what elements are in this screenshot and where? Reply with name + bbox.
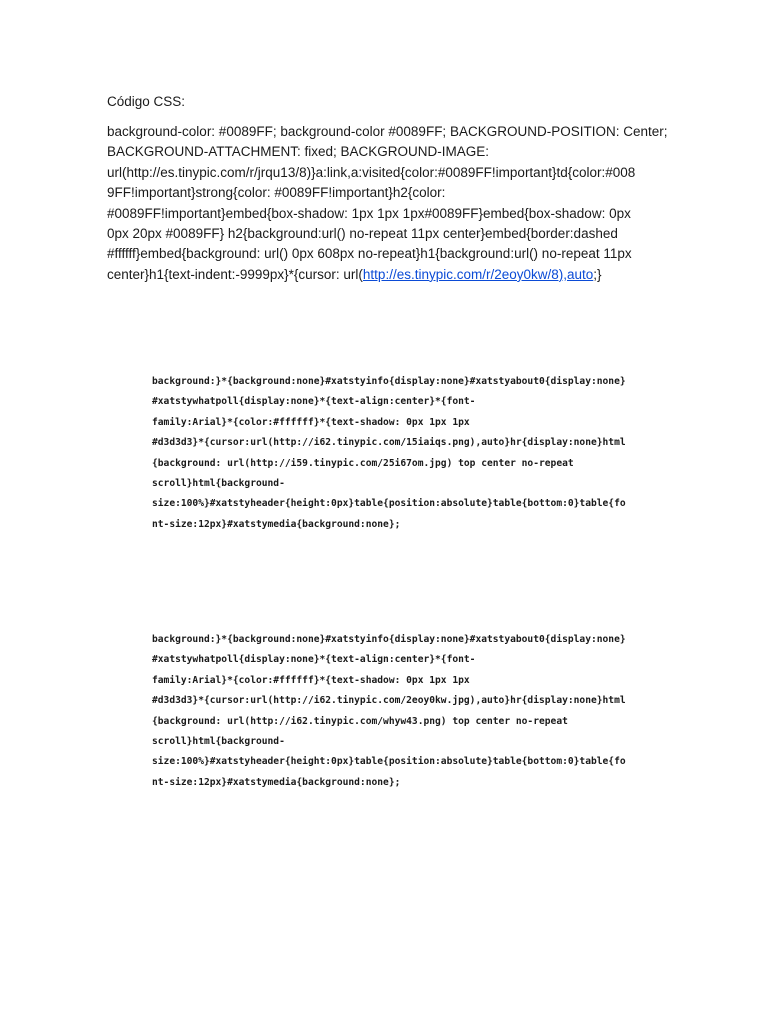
paragraph-last-line — [107, 265, 667, 285]
css-code-paragraph — [107, 122, 667, 285]
tinypic-link[interactable]: http://es.tinypic.com/r/2eoy0kw/8),auto — [362, 266, 594, 282]
code-line: family:Arial}*{color:#ffffff}*{text-shadow: 0px 1px 1px — [152, 416, 470, 428]
last-line-suffix: ;} — [593, 266, 602, 282]
code-line: #xatstywhatpoll{display:none}*{text-align:center}*{font- — [152, 654, 476, 666]
code-line: background:}*{background:none}#xatstyinfo{display:none}#xatstyabout0{display:none} — [152, 634, 626, 645]
code-line: #d3d3d3}*{cursor:url(http://i62.tinypic.com/15iaiqs.png),auto}hr{display:none}html — [152, 437, 626, 449]
code-line: background:}*{background:none}#xatstyinfo{display:none}#xatstyabout0{display:none} — [152, 376, 626, 387]
paragraph-line: background-color: #0089FF; background-color #0089FF; BACKGROUND-POSITION: Center; — [107, 124, 668, 139]
code-block-1 — [152, 372, 672, 535]
last-line-prefix: center}h1{text-indent:-9999px}*{cursor: url( — [107, 266, 363, 282]
code-line: #xatstywhatpoll{display:none}*{text-align:center}*{font- — [152, 396, 476, 408]
code-line: nt-size:12px}#xatstymedia{background:none}; — [152, 518, 401, 530]
code-line: #d3d3d3}*{cursor:url(http://i62.tinypic.com/2eoy0kw.jpg),auto}hr{display:none}html — [152, 695, 626, 707]
code-line: nt-size:12px}#xatstymedia{background:none}; — [152, 776, 401, 788]
paragraph-line: 0px 20px #0089FF} h2{background:url() no-repeat 11px center}embed{border:dashed — [107, 226, 618, 242]
code-line: scroll}html{background- — [152, 736, 285, 748]
paragraph-line: 9FF!important}strong{color: #0089FF!important}h2{color: — [107, 185, 446, 201]
paragraph-line: #0089FF!important}embed{box-shadow: 1px 1px 1px#0089FF}embed{box-shadow: 0px — [107, 205, 631, 221]
code-line: {background: url(http://i62.tinypic.com/whyw43.png) top center no-repeat — [152, 715, 568, 727]
code-line: family:Arial}*{color:#ffffff}*{text-shadow: 0px 1px 1px — [152, 674, 470, 686]
code-line: scroll}html{background- — [152, 478, 285, 490]
code-line: size:100%}#xatstyheader{height:0px}table{position:absolute}table{bottom:0}table{fo — [152, 756, 626, 768]
code-line: size:100%}#xatstyheader{height:0px}table{position:absolute}table{bottom:0}table{fo — [152, 498, 626, 510]
code-line: {background: url(http://i59.tinypic.com/25i67om.jpg) top center no-repeat — [152, 457, 574, 469]
page-heading: Código CSS: — [107, 94, 186, 109]
paragraph-line: BACKGROUND-ATTACHMENT: fixed; BACKGROUND-IMAGE: — [107, 144, 490, 160]
paragraph-line: url(http://es.tinypic.com/r/jrqu13/8)}a:link,a:visited{color:#0089FF!important}td{color:#008 — [107, 164, 636, 180]
code-block-2 — [152, 630, 672, 793]
paragraph-line: #ffffff}embed{background: url() 0px 608px no-repeat}h1{background:url() no-repeat 11px — [107, 246, 632, 262]
